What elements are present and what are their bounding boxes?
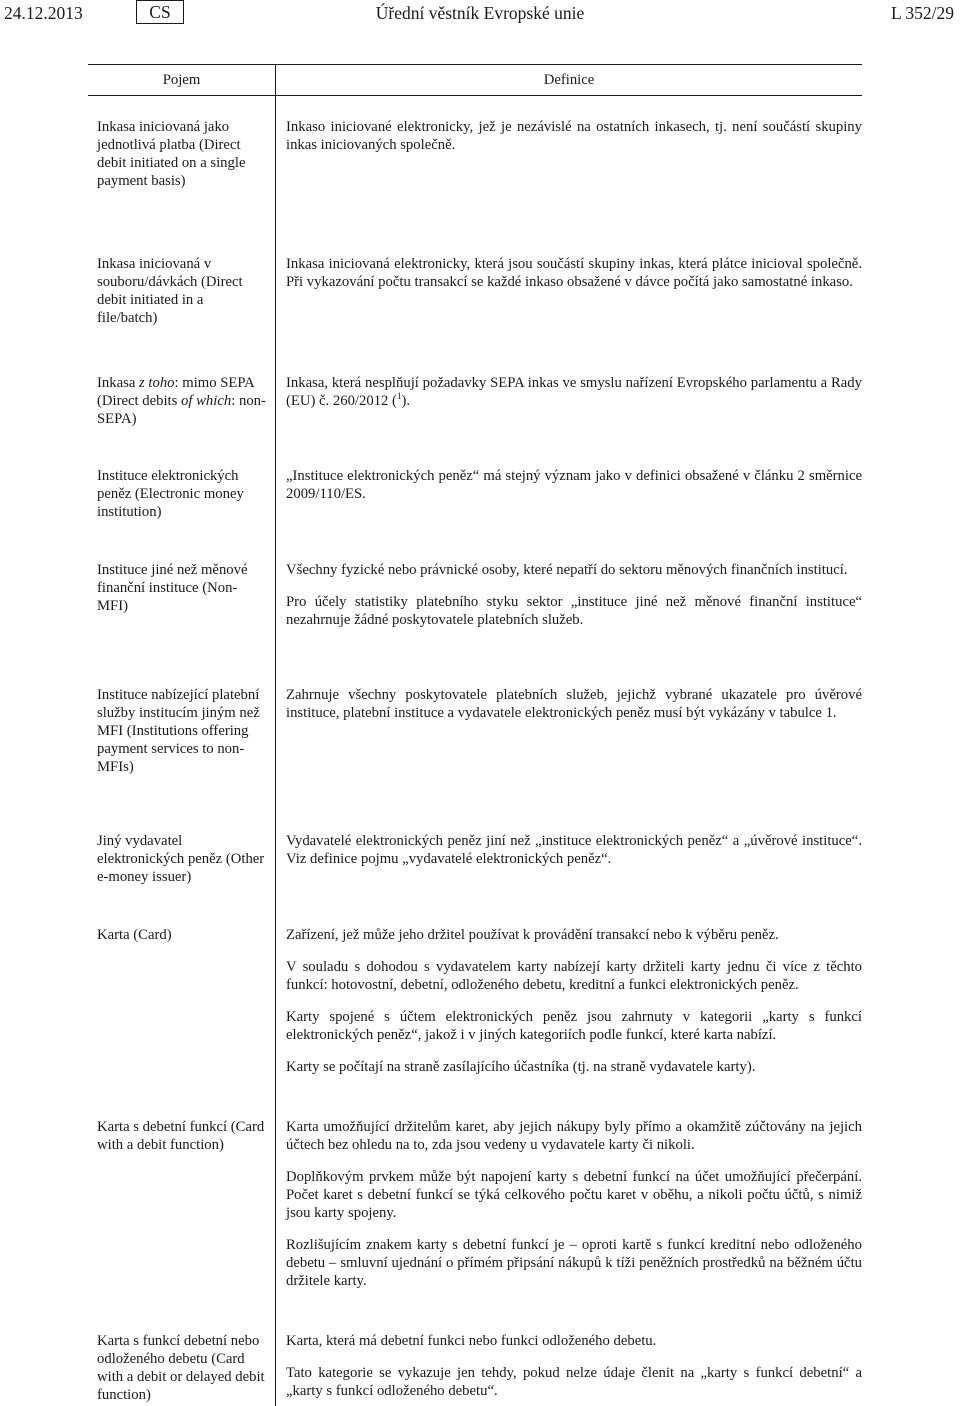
definition-paragraph: Pro účely statistiky platebního styku sektor „instituce jiné než měnové finanční instituce“ nezahrnuje žádné poskytovatele platebních služeb. [286,593,862,628]
definition-paragraph: Karty spojené s účtem elektronických peněz jsou zahrnuty v kategorii „karty s funkcí elektronických peněz“, jakož i v jiných kategoriích podle funkcí, které karta nabízí. [286,1008,862,1043]
term-cell: Instituce nabízející platební služby institucím jiným než MFI (Institutions offering payment services to non-MFIs) [88,664,276,810]
term-italic: of which [181,392,232,409]
definition-cell [276,1096,863,1310]
term-text: : mimo SEPA (Direct debits [97,374,254,409]
definition-paragraph: Vydavatelé elektronických peněz jiní než „instituce elektronických peněz“ a „úvěrové instituce“. Viz definice pojmu „vydavatelé elektronických peněz“. [286,832,862,867]
page-header [0,0,960,30]
definition-cell [276,96,863,233]
term-cell: Karta (Card) [88,904,276,1096]
definition-paragraph: Všechny fyzické nebo právnické osoby, které nepatří do sektoru měnových finančních institucí. [286,561,848,578]
definition-paragraph: V souladu s dohodou s vydavatelem karty nabízejí karty držiteli karty jednu či více z těchto funkcí: hotovostní, debetní, odloženého debetu, kreditní a funkci elektronických peněz. [286,958,862,993]
definition-paragraph: Zařízení, jež může jeho držitel používat k provádění transakcí nebo k výběru peněz. [286,926,779,943]
term-cell: Instituce jiné než měnové finanční instituce (Non-MFI) [88,539,276,664]
definition-cell [276,810,863,904]
definition-paragraph: Karta umožňující držitelům karet, aby jejich nákupy byly přímo a okamžitě zúčtovány na jejich účtech bez ohledu na to, zda jsou vedeny u vydavatele karty či nikoli. [286,1118,862,1153]
table-row [88,1096,862,1310]
table-row [88,96,862,233]
term-cell: Inkasa iniciovaná v souboru/dávkách (Direct debit initiated in a file/batch) [88,233,276,352]
table-header-row [88,65,862,96]
term-cell [88,352,276,445]
term-italic: z toho [139,374,175,391]
table-row [88,445,862,539]
definition-paragraph: Karty se počítají na straně zasílajícího účastníka (tj. na straně vydavatele karty). [286,1058,756,1075]
term-text: : non-SEPA) [97,392,266,427]
column-header-term: Pojem [88,65,276,96]
definition-cell [276,539,863,664]
definition-text: ). [401,392,411,409]
term-cell: Inkasa iniciovaná jako jednotlivá platba (Direct debit initiated on a single payment basis) [88,96,276,233]
definition-cell [276,664,863,810]
definition-cell [276,904,863,1096]
page-reference: L 352/29 [890,3,954,23]
table-row [88,904,862,1096]
definition-paragraph: „Instituce elektronických peněz“ má stejný význam jako v definici obsažené v článku 2 směrnice 2009/110/ES. [286,467,862,502]
term-cell: Instituce elektronických peněz (Electronic money institution) [88,445,276,539]
table-row [88,1310,862,1406]
journal-title: Úřední věstník Evropské unie [375,3,585,23]
language-badge: CS [136,0,184,24]
definition-cell [276,445,863,539]
definition-text: Inkasa, která nesplňují požadavky SEPA inkas ve smyslu nařízení Evropského parlamentu a Rady (EU) č. 260/2012 ( [286,374,862,409]
definition-cell [276,233,863,352]
column-header-definition: Definice [276,65,863,96]
definition-paragraph: Karta, která má debetní funkci nebo funkci odloženého debetu. [286,1332,657,1349]
definition-paragraph: Rozlišujícím znakem karty s debetní funkcí je – oproti kartě s funkcí kreditní nebo odloženého debetu – smluvní ujednání o přímém připsání nákupů k tíži peněžních prostředků na běžném účtu držitele karty. [286,1236,862,1289]
table-row [88,539,862,664]
term-text: Inkasa [97,374,140,391]
term-cell: Karta s funkcí debetní nebo odloženého debetu (Card with a debit or delayed debit function) [88,1310,276,1406]
definition-cell [276,1310,863,1406]
definition-paragraph: Inkaso iniciované elektronicky, jež je nezávislé na ostatních inkasech, tj. není součástí skupiny inkas iniciovaných společně. [286,119,862,153]
table-row [88,233,862,352]
table-row [88,810,862,904]
definition-paragraph: Zahrnuje všechny poskytovatele platebních služeb, jejichž vybrané ukazatele pro úvěrové instituce, platební instituce a vydavatele elektronických peněz musí být vykázány v tabulce 1. [286,686,862,721]
table-row [88,352,862,445]
term-cell: Karta s debetní funkcí (Card with a debit function) [88,1096,276,1310]
definition-paragraph: Doplňkovým prvkem může být napojení karty s debetní funkcí na účet umožňující přečerpání. Počet karet s debetní funkcí se týká celkového počtu karet v oběhu, a nikoli počtu účtů, s nimiž jsou karty spojeny. [286,1168,862,1221]
footnote-ref[interactable]: 1 [396,390,402,401]
table-row [88,664,862,810]
definition-paragraph: Tato kategorie se vykazuje jen tehdy, pokud nelze údaje členit na „karty s funkcí debetní“ a „karty s funkcí odloženého debetu“. [286,1364,862,1399]
publication-date: 24.12.2013 [4,3,83,23]
definition-paragraph [286,374,862,410]
definition-cell [276,352,863,445]
term-cell: Jiný vydavatel elektronických peněz (Other e-money issuer) [88,810,276,904]
definition-paragraph: Inkasa iniciovaná elektronicky, která jsou součástí skupiny inkas, která plátce inicioval společně. Při vykazování počtu transakcí se každé inkaso obsažené v dávce počítá jako samostatné inkaso. [286,255,862,290]
definitions-table [88,64,862,1406]
